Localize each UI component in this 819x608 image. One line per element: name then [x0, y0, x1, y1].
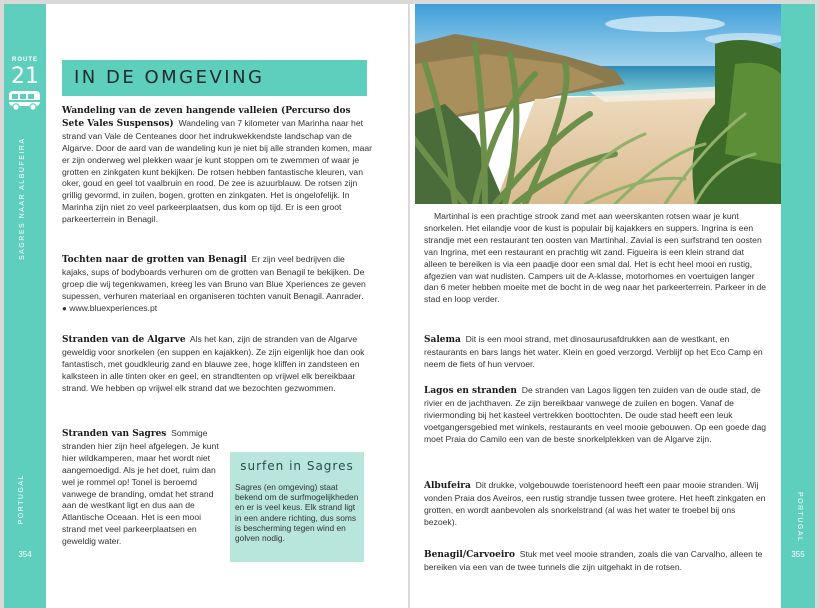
- section-body: Wandeling van 7 kilometer van Marinha naar het strand van Vale de Centeanes door het indrukwekkendste landschap van de Algarve. Door de aard van de wandeling kun je niet bij alle stranden komen, maar er zijn onderweg wel plekken waar je kunt stoppen om te zwemmen of waar je grotten en zinkgaten kunt bekijken. De rotsen hebben fantastische kleuren, van oker, goud en geel tot vaalbruin en rood. De zee is azuurblauw. De rotsen zijn grillig gevormd, in zuilen, bogen, grotten en zinkgaten. Het is ongelofelijk. In Marinha zijn niet zo veel parkeerplaatsen, dus kom op tijd. Er is een groot parkeerterrein in Benagil.: [62, 117, 373, 225]
- beach-with-agave-photo: [415, 4, 781, 204]
- surfing-info-box: [230, 452, 364, 562]
- article-section: [62, 334, 374, 395]
- box-body: Sagres (en omgeving) staat bekend om de surfmogelijkheden en er is veel keus. Elk strand ligt in een andere richting, dus soms is bescherming tegen wind en golven nodig.: [235, 482, 359, 544]
- page-number: 354: [18, 550, 32, 559]
- section-title: Lagos en stranden: [424, 386, 517, 396]
- article-section: [424, 480, 768, 529]
- campervan-icon: [7, 88, 43, 112]
- section-body: Dit is een mooi strand, met dinosaurusafdrukken aan de westkant, en restaurants en bars langs het water. Klein en goed verzorgd. Verblijf op het Eco Camp en neem de fiets of hun vervoer.: [424, 334, 763, 369]
- globe-icon: ●: [62, 303, 67, 313]
- section-title: Tochten naar de grotten van Benagil: [62, 255, 247, 265]
- left-page: [4, 4, 408, 608]
- right-page: [410, 4, 815, 608]
- left-margin-strip: [4, 4, 46, 608]
- country-label: PORTUGAL: [796, 492, 803, 543]
- section-body: Als het kan, zijn de stranden van de Algarve geweldig voor snorkelen (en suppen en kajakken). Ze zijn eigenlijk hoe dan ook fantastisch, met goudkleurig zand en blauwe zee, hoge kliffen in zandsteen en kalksteen in alle tinten oker en geel, en strandtenten op vrijwel elk bereikbaar strand. We hebben op vrijwel elk strand dat we bezochten gezwommen.: [62, 334, 365, 393]
- box-title: surfen in Sagres: [240, 459, 354, 473]
- article-section: [424, 385, 768, 446]
- website-link[interactable]: www.bluexperiences.pt: [69, 302, 158, 313]
- country-label: PORTUGAL: [18, 474, 25, 525]
- article-section: [424, 549, 768, 574]
- article-section: [62, 105, 374, 226]
- section-title: Stranden van Sagres: [62, 429, 167, 439]
- section-title: Wandeling van de zeven hangende valleien (Percurso dos Sete Vales Suspensos): [62, 106, 351, 129]
- route-number: 21: [11, 64, 39, 89]
- section-body: De stranden van Lagos liggen ten zuiden van de oude stad, de rivier en de jachthaven. Ze zijn bereikbaar vanwege de zuilen en bogen. Vanaf de riviermonding bij het kasteel vertrekken boottochten. De oude stad heeft een leuk voetgangersgebied met winkels, restaurants en veel mooie gebouwen. Op een goede dag moet Praia do Camilo een van de beste snorkelplekken van de Algarve zijn.: [424, 385, 767, 444]
- section-title: Albufeira: [424, 481, 471, 491]
- section-heading-banner: [62, 60, 367, 96]
- article-section: [62, 254, 370, 315]
- section-body: Dit drukke, volgebouwde toeristenoord heeft een paar mooie stranden. Wij vonden Praia dos Aveiros, een rustig strandje tussen twee grotere. Het heeft zinkgaten en grotten, en wordt aanbevolen als snorkelstrand (al was het water te troebel bij ons bezoek).: [424, 480, 766, 527]
- page-number: 355: [791, 550, 805, 559]
- route-title-vertical: SAGRES NAAR ALBUFEIRA: [19, 137, 26, 261]
- article-section: [424, 334, 768, 371]
- route-label: ROUTE: [12, 57, 38, 63]
- intro-paragraph: Martinhal is een prachtige strook zand met aan weerskanten rotsen waar je kunt snorkelen. Het eilandje voor de kust is populair bij kajakkers en suppers. Ingrina is een strandje met een restaurant ten oosten van Martinhal. Zavial is een surfstrand ten oosten van Ingrina, met een restaurant en prachtig wit zand. Figueira is een klein strand dat alleen te bereiken is via een paadje door een smal dal. Het is echt heel mooi en rustig, afgezien van wat nudisten. Campers uit de A-klasse, motorhomes en voertuigen langer dan 6 meter hebben moeite met de bocht in de weg naar het parkeerterrein. Parkeer in de stad en loop verder.: [424, 211, 767, 305]
- section-body: Er zijn veel bedrijven die kajaks, sups of bodyboards verhuren om de grotten van Benagil te bekijken. De groep die wij tegenkwamen, kreeg les van Bruno van Blue Xperiences ze geven supessen, verhuren materiaal en organiseren tochten vanuit Benagil. Aanrader.: [62, 254, 366, 301]
- section-title: Salema: [424, 335, 461, 345]
- article-section-body-wrapped: [62, 428, 226, 548]
- section-title: Stranden van de Algarve: [62, 335, 186, 345]
- section-title: Benagil/Carvoeiro: [424, 550, 515, 560]
- section-body: Stuk met veel mooie stranden, zoals die van Carvalho, alleen te bereiken via een van de twee tunnels die zijn uitgehakt in de rotsen.: [424, 549, 763, 572]
- right-margin-strip: [781, 4, 815, 608]
- section-body: Sommige stranden hier zijn heel afgelegen. Je kunt hier wildkamperen, maar het wordt niet aangemoedigd. Als je het doet, ruim dan wel je rommel op! Tonel is beroemd vanwege de branding, omdat het strand aan de westkant ligt en dus aan de Atlantische Oceaan. Het is een mooi strand met veel parkeerplaatsen en geweldig water.: [62, 428, 219, 547]
- page-title: IN DE OMGEVING: [74, 67, 265, 88]
